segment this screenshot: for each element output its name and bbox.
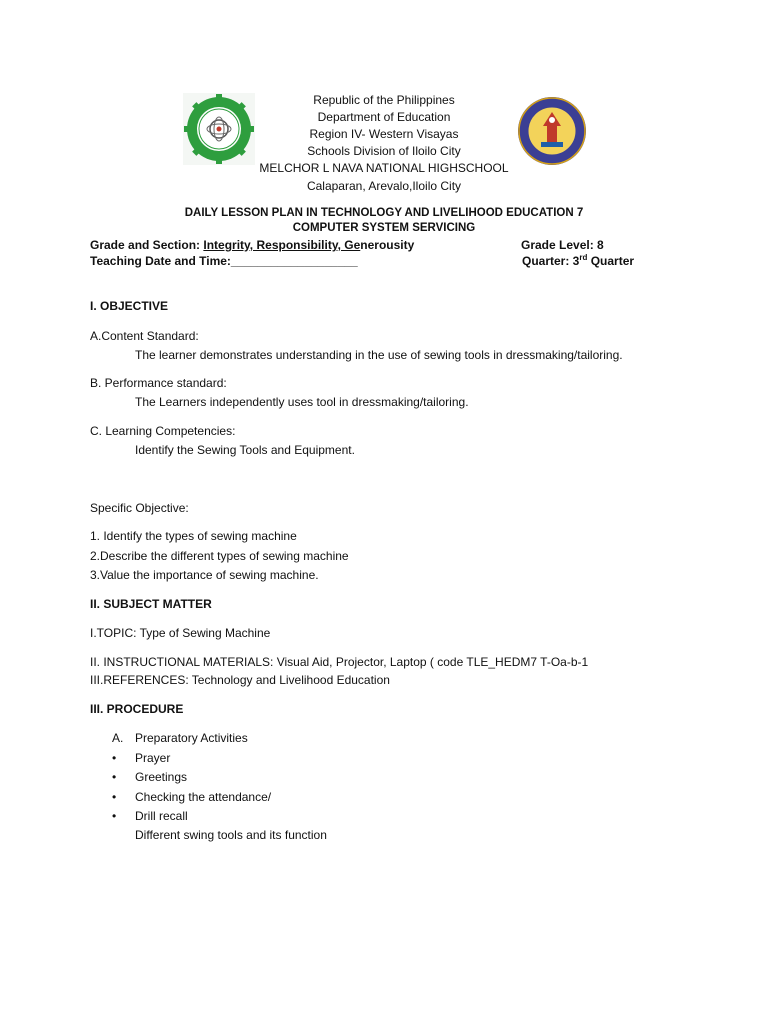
bullet-icon: • — [112, 751, 117, 765]
procedure-heading: III. PROCEDURE — [90, 702, 184, 716]
bullet-icon: • — [112, 770, 117, 784]
header-region: Region IV- Western Visayas — [309, 127, 459, 141]
grade-section-value: Integrity, Responsibility, Ge — [203, 238, 361, 252]
quarter-ordinal: rd — [579, 253, 588, 262]
bullet-icon: • — [112, 809, 117, 823]
quarter-label: Quarter: 3 — [522, 254, 580, 268]
quarter-suffix: Quarter — [587, 254, 635, 268]
grade-section-value-rest: nerousity — [360, 238, 415, 252]
specific-objective-item: 2.Describe the different types of sewing machine — [90, 549, 349, 563]
procedure-bullet-item: Checking the attendance/ — [135, 790, 272, 804]
specific-objective-item: 3.Value the importance of sewing machine. — [90, 568, 319, 582]
competencies-text: Identify the Sewing Tools and Equipment. — [135, 443, 355, 457]
grade-section-label: Grade and Section: — [90, 238, 204, 252]
content-standard-text: The learner demonstrates understanding in the use of sewing tools in dressmaking/tailoring. — [135, 348, 623, 362]
header-address: Calaparan, Arevalo,Iloilo City — [306, 179, 462, 193]
procedure-bullet-item: Prayer — [135, 751, 171, 765]
teaching-date: Teaching Date and Time:___________________ — [90, 254, 358, 268]
procedure-sub-text: Different swing tools and its function — [135, 828, 327, 842]
procedure-bullet-item: Greetings — [135, 770, 188, 784]
procedure-bullet-item: Drill recall — [135, 809, 188, 823]
title-line-1: DAILY LESSON PLAN IN TECHNOLOGY AND LIVELIHOOD EDUCATION 7 — [184, 207, 584, 219]
title-line-2: COMPUTER SYSTEM SERVICING — [292, 222, 476, 234]
specific-objective-item: 1. Identify the types of sewing machine — [90, 529, 297, 543]
procedure-item-a: Preparatory Activities — [135, 731, 248, 745]
procedure-item-marker: A. — [112, 731, 124, 745]
header-republic: Republic of the Philippines — [313, 93, 455, 107]
instructional-materials: II. INSTRUCTIONAL MATERIALS: Visual Aid, Projector, Laptop ( code TLE_HEDM7 T-Oa-b-1 — [90, 655, 589, 669]
header-school: MELCHOR L NAVA NATIONAL HIGHSCHOOL — [259, 161, 509, 175]
specific-objective-heading: Specific Objective: — [90, 501, 189, 515]
header-department: Department of Education — [317, 110, 451, 124]
header-division: Schools Division of Iloilo City — [307, 144, 461, 158]
references: III.REFERENCES: Technology and Livelihood Education — [90, 673, 390, 687]
subject-topic: I.TOPIC: Type of Sewing Machine — [90, 626, 271, 640]
performance-standard-label: B. Performance standard: — [90, 376, 227, 390]
objective-heading: I. OBJECTIVE — [90, 299, 169, 313]
grade-level: Grade Level: 8 — [521, 238, 604, 252]
grade-section — [90, 237, 414, 253]
quarter — [522, 253, 634, 269]
content-standard-label: A.Content Standard: — [90, 329, 199, 343]
bullet-icon: • — [112, 790, 117, 804]
performance-standard-text: The Learners independently uses tool in dressmaking/tailoring. — [135, 395, 469, 409]
competencies-label: C. Learning Competencies: — [90, 424, 236, 438]
subject-matter-heading: II. SUBJECT MATTER — [90, 597, 212, 611]
